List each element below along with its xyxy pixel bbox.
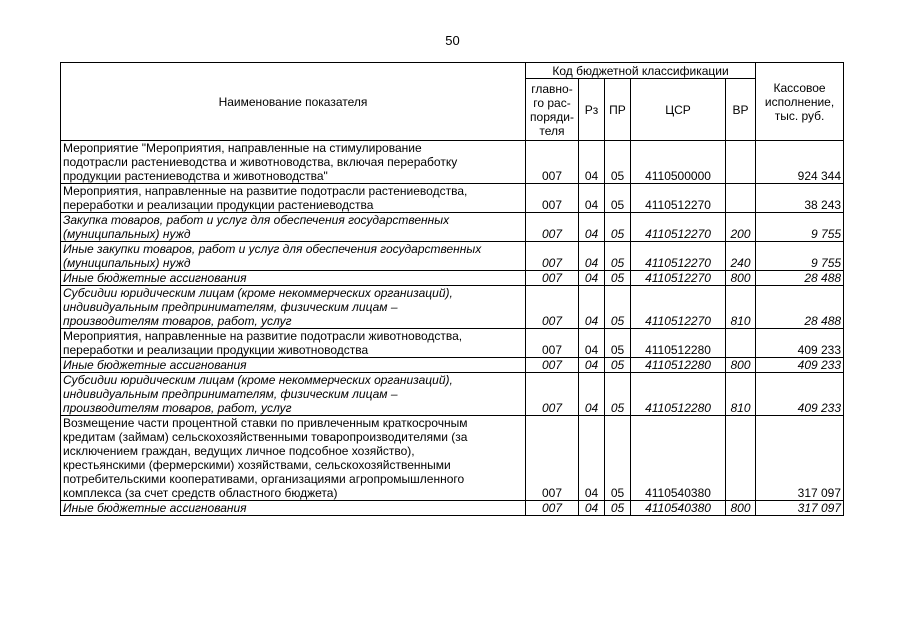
cell-amount: 9 755 bbox=[756, 242, 844, 271]
cell-admin: 007 bbox=[526, 416, 579, 501]
cell-admin: 007 bbox=[526, 501, 579, 516]
text-line: Субсидии юридическим лицам (кроме некоммерческих организаций), bbox=[63, 286, 453, 300]
cell-amount: 38 243 bbox=[756, 184, 844, 213]
budget-table bbox=[60, 62, 844, 516]
row-name bbox=[61, 242, 526, 271]
cell-pr: 05 bbox=[605, 184, 631, 213]
text-line: Мероприятия, направленные на развитие подотрасли растениеводства, bbox=[63, 184, 468, 198]
text-line: потребительскими кооперативами, организациями агропромышленного bbox=[63, 472, 465, 486]
cell-vr: 200 bbox=[726, 213, 756, 242]
header-admin bbox=[526, 79, 579, 141]
cell-amount: 409 233 bbox=[756, 358, 844, 373]
text-line: индивидуальным предпринимателям, физическим лицам – bbox=[63, 387, 398, 401]
table-row bbox=[61, 329, 844, 358]
cell-csr: 4110500000 bbox=[631, 141, 726, 184]
text-line: главно- bbox=[531, 81, 573, 96]
cell-amount: 317 097 bbox=[756, 416, 844, 501]
text-line: (муниципальных) нужд bbox=[63, 256, 191, 270]
row-name bbox=[61, 271, 526, 286]
text-line: теля bbox=[539, 123, 565, 138]
cell-csr: 4110512280 bbox=[631, 329, 726, 358]
cell-admin: 007 bbox=[526, 271, 579, 286]
table-row bbox=[61, 286, 844, 329]
cell-csr: 4110512280 bbox=[631, 373, 726, 416]
cell-admin: 007 bbox=[526, 213, 579, 242]
row-name bbox=[61, 358, 526, 373]
row-name bbox=[61, 213, 526, 242]
text-line: Мероприятие "Мероприятия, направленные на стимулирование bbox=[63, 141, 422, 155]
cell-rz: 04 bbox=[579, 286, 605, 329]
cell-rz: 04 bbox=[579, 242, 605, 271]
header-code-group: Код бюджетной классификации bbox=[526, 63, 756, 79]
table-row bbox=[61, 184, 844, 213]
text-line: производителям товаров, работ, услуг bbox=[63, 314, 292, 328]
cell-vr: 800 bbox=[726, 501, 756, 516]
text-line: Возмещение части процентной ставки по привлеченным краткосрочным bbox=[63, 416, 468, 430]
row-name bbox=[61, 184, 526, 213]
cell-vr: 800 bbox=[726, 271, 756, 286]
page-number: 50 bbox=[445, 33, 460, 48]
cell-amount: 924 344 bbox=[756, 141, 844, 184]
cell-pr: 05 bbox=[605, 286, 631, 329]
table-row bbox=[61, 373, 844, 416]
cell-rz: 04 bbox=[579, 501, 605, 516]
cell-rz: 04 bbox=[579, 416, 605, 501]
cell-rz: 04 bbox=[579, 213, 605, 242]
table-row bbox=[61, 141, 844, 184]
text-line: Иные закупки товаров, работ и услуг для обеспечения государственных bbox=[63, 242, 482, 256]
cell-vr: 810 bbox=[726, 373, 756, 416]
cell-csr: 4110512270 bbox=[631, 271, 726, 286]
table-row bbox=[61, 358, 844, 373]
cell-pr: 05 bbox=[605, 373, 631, 416]
row-name bbox=[61, 416, 526, 501]
header-pr: ПР bbox=[605, 79, 631, 141]
cell-admin: 007 bbox=[526, 242, 579, 271]
text-line: Иные бюджетные ассигнования bbox=[63, 501, 247, 515]
cell-csr: 4110512270 bbox=[631, 213, 726, 242]
cell-admin: 007 bbox=[526, 141, 579, 184]
cell-amount: 317 097 bbox=[756, 501, 844, 516]
cell-csr: 4110512270 bbox=[631, 184, 726, 213]
cell-csr: 4110540380 bbox=[631, 501, 726, 516]
cell-rz: 04 bbox=[579, 141, 605, 184]
text-line: переработки и реализации продукции растениеводства bbox=[63, 198, 374, 212]
text-line: Кассовое bbox=[773, 80, 826, 95]
table-row bbox=[61, 501, 844, 516]
text-line: Мероприятия, направленные на развитие подотрасли животноводства, bbox=[63, 329, 463, 343]
text-line: переработки и реализации продукции животноводства bbox=[63, 343, 369, 357]
text-line: исполнение, bbox=[764, 94, 835, 109]
table-row bbox=[61, 213, 844, 242]
row-name bbox=[61, 329, 526, 358]
text-line: го рас- bbox=[533, 95, 571, 110]
cell-vr bbox=[726, 141, 756, 184]
cell-amount: 409 233 bbox=[756, 329, 844, 358]
table-row bbox=[61, 416, 844, 501]
cell-rz: 04 bbox=[579, 329, 605, 358]
cell-pr: 05 bbox=[605, 329, 631, 358]
text-line: производителям товаров, работ, услуг bbox=[63, 401, 292, 415]
cell-amount: 9 755 bbox=[756, 213, 844, 242]
cell-csr: 4110512270 bbox=[631, 242, 726, 271]
cell-pr: 05 bbox=[605, 213, 631, 242]
cell-vr bbox=[726, 416, 756, 501]
cell-vr: 800 bbox=[726, 358, 756, 373]
text-line: тыс. руб. bbox=[774, 108, 825, 123]
table-row bbox=[61, 271, 844, 286]
cell-pr: 05 bbox=[605, 242, 631, 271]
cell-vr bbox=[726, 184, 756, 213]
text-line: Иные бюджетные ассигнования bbox=[63, 358, 247, 372]
header-vr: ВР bbox=[726, 79, 756, 141]
text-line: Субсидии юридическим лицам (кроме некоммерческих организаций), bbox=[63, 373, 453, 387]
cell-rz: 04 bbox=[579, 358, 605, 373]
cell-admin: 007 bbox=[526, 373, 579, 416]
cell-amount: 409 233 bbox=[756, 373, 844, 416]
text-line: Иные бюджетные ассигнования bbox=[63, 271, 247, 285]
cell-csr: 4110512270 bbox=[631, 286, 726, 329]
cell-admin: 007 bbox=[526, 286, 579, 329]
header-csr: ЦСР bbox=[631, 79, 726, 141]
cell-pr: 05 bbox=[605, 416, 631, 501]
table-row bbox=[61, 242, 844, 271]
row-name bbox=[61, 286, 526, 329]
text-line: комплекса (за счет средств областного бюджета) bbox=[63, 486, 338, 500]
cell-pr: 05 bbox=[605, 271, 631, 286]
cell-vr bbox=[726, 329, 756, 358]
header-rz: Рз bbox=[579, 79, 605, 141]
cell-vr: 810 bbox=[726, 286, 756, 329]
cell-amount: 28 488 bbox=[756, 286, 844, 329]
cell-vr: 240 bbox=[726, 242, 756, 271]
text-line: продукции растениеводства и животноводства" bbox=[63, 169, 328, 183]
text-line: крестьянскими (фермерскими) хозяйствами, сельскохозяйственными bbox=[63, 458, 451, 472]
cell-csr: 4110512280 bbox=[631, 358, 726, 373]
text-line: исключением граждан, ведущих личное подсобное хозяйство), bbox=[63, 444, 415, 458]
cell-pr: 05 bbox=[605, 358, 631, 373]
cell-csr: 4110540380 bbox=[631, 416, 726, 501]
header-name: Наименование показателя bbox=[61, 63, 526, 141]
cell-amount: 28 488 bbox=[756, 271, 844, 286]
text-line: поряди- bbox=[530, 109, 574, 124]
text-line: кредитам (займам) сельскохозяйственными товаропроизводителями (за bbox=[63, 430, 468, 444]
text-line: Закупка товаров, работ и услуг для обеспечения государственных bbox=[63, 213, 450, 227]
text-line: подотрасли растениеводства и животноводства, включая переработку bbox=[63, 155, 458, 169]
cell-admin: 007 bbox=[526, 329, 579, 358]
cell-rz: 04 bbox=[579, 184, 605, 213]
cell-rz: 04 bbox=[579, 271, 605, 286]
cell-admin: 007 bbox=[526, 184, 579, 213]
cell-admin: 007 bbox=[526, 358, 579, 373]
cell-pr: 05 bbox=[605, 141, 631, 184]
text-line: (муниципальных) нужд bbox=[63, 227, 191, 241]
cell-pr: 05 bbox=[605, 501, 631, 516]
row-name bbox=[61, 141, 526, 184]
header-amount bbox=[756, 63, 844, 141]
row-name bbox=[61, 501, 526, 516]
row-name bbox=[61, 373, 526, 416]
cell-rz: 04 bbox=[579, 373, 605, 416]
text-line: индивидуальным предпринимателям, физическим лицам – bbox=[63, 300, 398, 314]
